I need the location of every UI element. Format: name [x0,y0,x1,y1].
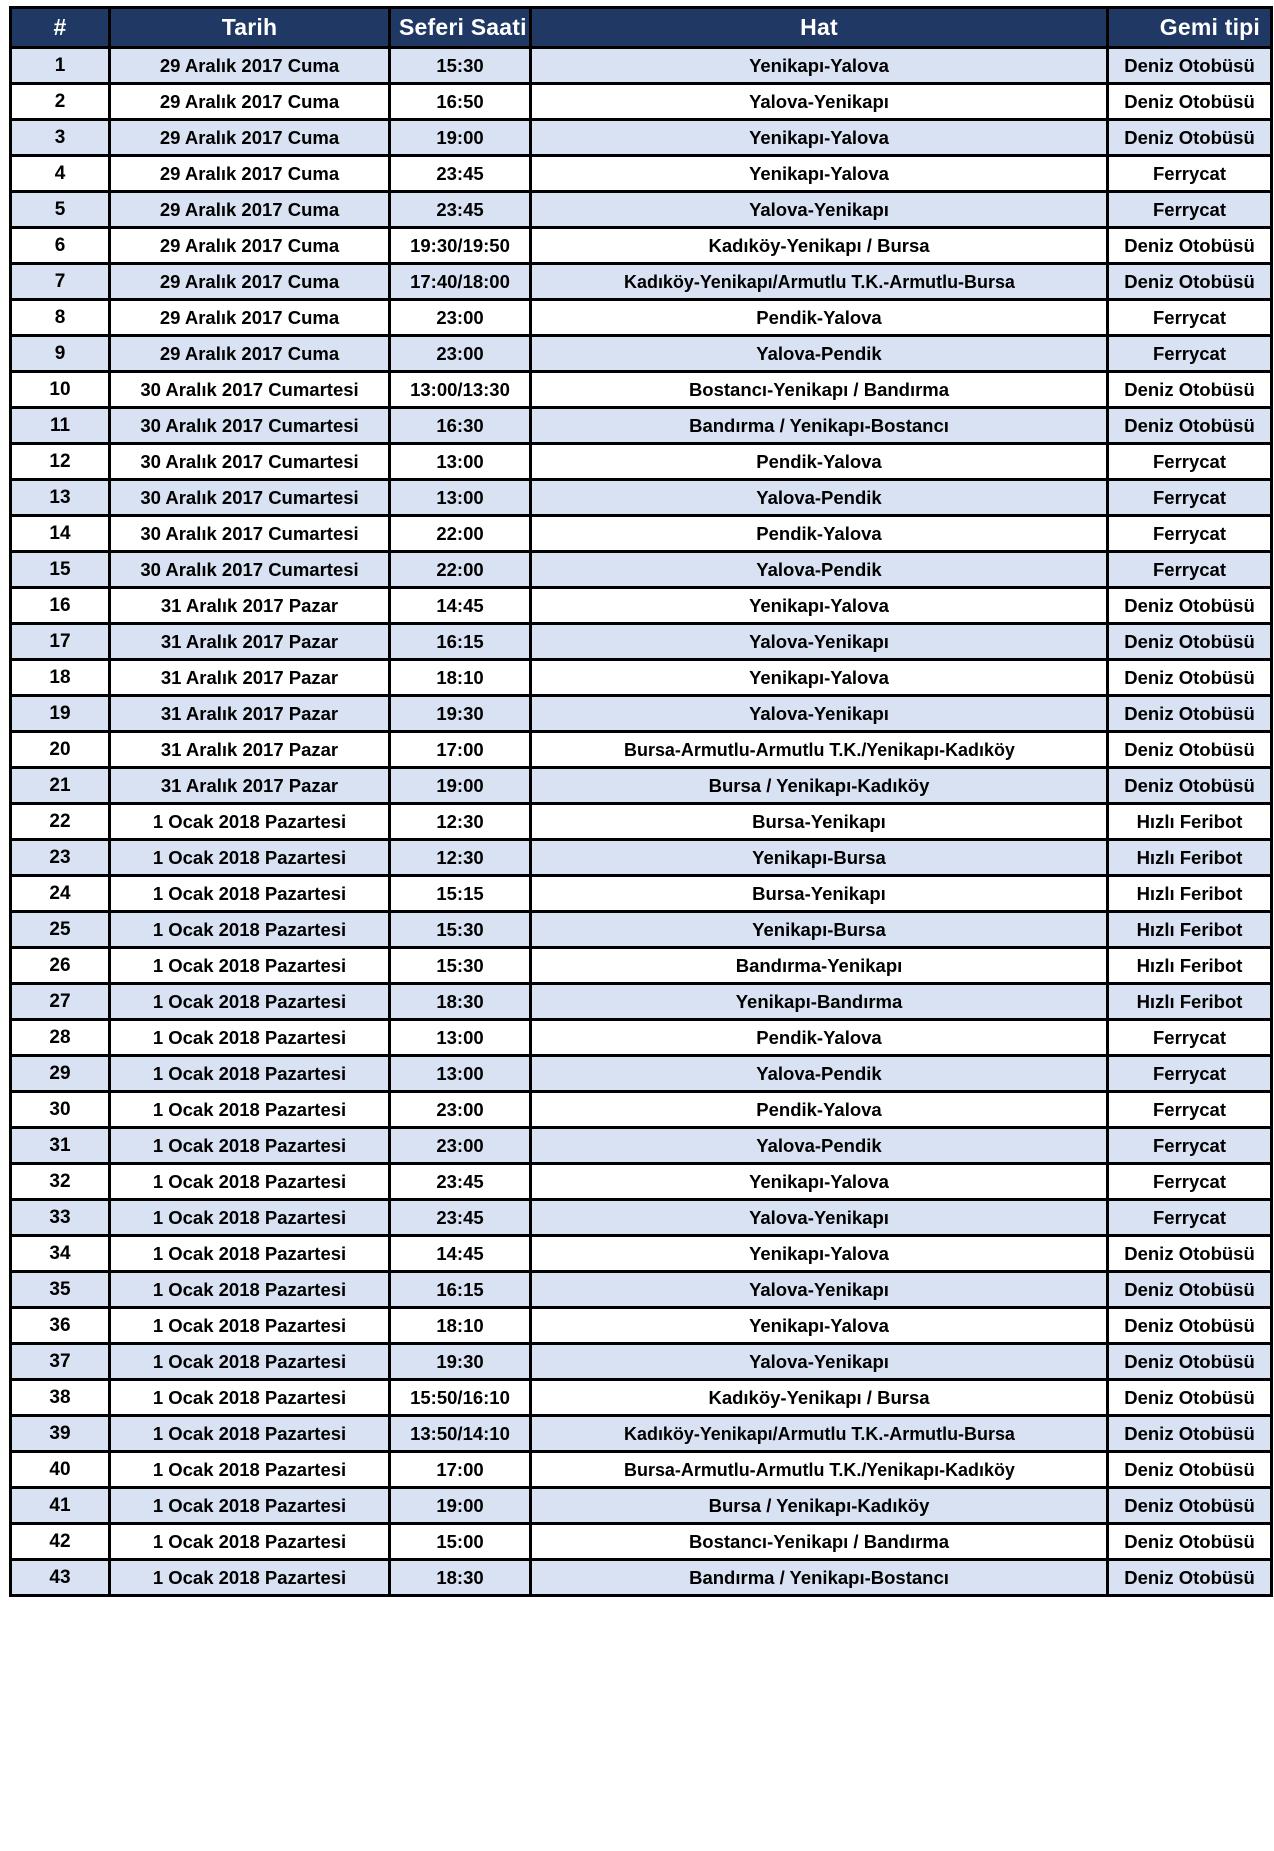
cell-shiptype: Ferrycat [1109,1129,1270,1162]
cell-shiptype: Hızlı Feribot [1109,805,1270,838]
table-row [12,445,1270,478]
cell-time: 19:00 [391,1489,529,1522]
cell-shiptype: Hızlı Feribot [1109,985,1270,1018]
cell-shiptype: Deniz Otobüsü [1109,265,1270,298]
cell-time: 18:30 [391,985,529,1018]
cell-route: Yalova-Yenikapı [532,193,1106,226]
cell-date: 29 Aralık 2017 Cuma [111,121,388,154]
cell-time: 22:00 [391,517,529,550]
table-row [12,589,1270,622]
table-row [12,121,1270,154]
table-row [12,553,1270,586]
cell-number: 42 [12,1525,108,1558]
cell-date: 31 Aralık 2017 Pazar [111,733,388,766]
cell-number: 40 [12,1453,108,1486]
cell-route: Bursa / Yenikapı-Kadıköy [532,1489,1106,1522]
cell-shiptype: Deniz Otobüsü [1109,1309,1270,1342]
cell-date: 1 Ocak 2018 Pazartesi [111,1237,388,1270]
table-row [12,1381,1270,1414]
cell-time: 13:00 [391,1021,529,1054]
cell-number: 30 [12,1093,108,1126]
table-row [12,409,1270,442]
cell-time: 23:00 [391,1129,529,1162]
cell-shiptype: Deniz Otobüsü [1109,1489,1270,1522]
cell-number: 35 [12,1273,108,1306]
cell-time: 19:00 [391,769,529,802]
table-row [12,1237,1270,1270]
cell-shiptype: Ferrycat [1109,553,1270,586]
cell-time: 23:45 [391,193,529,226]
cell-shiptype: Ferrycat [1109,337,1270,370]
table-row [12,1021,1270,1054]
cell-date: 1 Ocak 2018 Pazartesi [111,1129,388,1162]
cell-shiptype: Deniz Otobüsü [1109,733,1270,766]
cell-shiptype: Deniz Otobüsü [1109,625,1270,658]
cell-time: 16:50 [391,85,529,118]
cell-date: 1 Ocak 2018 Pazartesi [111,913,388,946]
cell-number: 17 [12,625,108,658]
cell-time: 13:00/13:30 [391,373,529,406]
cell-date: 1 Ocak 2018 Pazartesi [111,805,388,838]
cell-number: 5 [12,193,108,226]
cell-time: 15:30 [391,913,529,946]
cell-time: 19:30 [391,1345,529,1378]
cell-number: 21 [12,769,108,802]
cell-shiptype: Ferrycat [1109,1201,1270,1234]
cell-route: Kadıköy-Yenikapı / Bursa [532,1381,1106,1414]
cell-shiptype: Ferrycat [1109,301,1270,334]
cell-shiptype: Ferrycat [1109,481,1270,514]
cell-time: 15:15 [391,877,529,910]
cell-date: 1 Ocak 2018 Pazartesi [111,985,388,1018]
table-row [12,877,1270,910]
cell-time: 23:45 [391,157,529,190]
cell-date: 29 Aralık 2017 Cuma [111,193,388,226]
cell-number: 22 [12,805,108,838]
ferry-schedule-table [9,6,1273,1597]
cell-number: 13 [12,481,108,514]
cell-time: 12:30 [391,805,529,838]
table-row [12,373,1270,406]
cell-date: 29 Aralık 2017 Cuma [111,49,388,82]
cell-route: Bursa / Yenikapı-Kadıköy [532,769,1106,802]
cell-time: 17:00 [391,1453,529,1486]
table-row [12,1057,1270,1090]
cell-date: 29 Aralık 2017 Cuma [111,229,388,262]
cell-time: 23:45 [391,1165,529,1198]
cell-time: 15:30 [391,949,529,982]
cell-number: 3 [12,121,108,154]
cell-route: Kadıköy-Yenikapı / Bursa [532,229,1106,262]
cell-date: 1 Ocak 2018 Pazartesi [111,1561,388,1594]
cell-route: Yalova-Pendik [532,1129,1106,1162]
cell-number: 23 [12,841,108,874]
cell-time: 19:30 [391,697,529,730]
cell-shiptype: Deniz Otobüsü [1109,1417,1270,1450]
cell-number: 32 [12,1165,108,1198]
cell-time: 14:45 [391,1237,529,1270]
cell-route: Bandırma-Yenikapı [532,949,1106,982]
cell-shiptype: Hızlı Feribot [1109,913,1270,946]
cell-date: 31 Aralık 2017 Pazar [111,589,388,622]
cell-route: Yalova-Yenikapı [532,1201,1106,1234]
table-row [12,1129,1270,1162]
cell-shiptype: Deniz Otobüsü [1109,229,1270,262]
table-row [12,733,1270,766]
column-header-route: Hat [532,9,1106,46]
cell-route: Yenikapı-Yalova [532,589,1106,622]
cell-shiptype: Deniz Otobüsü [1109,373,1270,406]
table-row [12,1201,1270,1234]
cell-number: 26 [12,949,108,982]
cell-number: 27 [12,985,108,1018]
cell-route: Yenikapı-Yalova [532,49,1106,82]
cell-route: Bandırma / Yenikapı-Bostancı [532,409,1106,442]
table-row [12,301,1270,334]
cell-shiptype: Ferrycat [1109,193,1270,226]
cell-time: 13:00 [391,481,529,514]
cell-time: 16:15 [391,625,529,658]
cell-route: Yenikapı-Yalova [532,157,1106,190]
cell-time: 18:30 [391,1561,529,1594]
table-row [12,697,1270,730]
cell-number: 43 [12,1561,108,1594]
table-row [12,805,1270,838]
cell-date: 29 Aralık 2017 Cuma [111,85,388,118]
cell-route: Bostancı-Yenikapı / Bandırma [532,373,1106,406]
cell-shiptype: Deniz Otobüsü [1109,1273,1270,1306]
cell-number: 10 [12,373,108,406]
cell-number: 9 [12,337,108,370]
cell-time: 18:10 [391,661,529,694]
cell-shiptype: Hızlı Feribot [1109,841,1270,874]
table-row [12,337,1270,370]
cell-route: Yalova-Pendik [532,481,1106,514]
cell-number: 37 [12,1345,108,1378]
cell-number: 7 [12,265,108,298]
cell-route: Pendik-Yalova [532,445,1106,478]
cell-shiptype: Ferrycat [1109,157,1270,190]
cell-date: 1 Ocak 2018 Pazartesi [111,1525,388,1558]
cell-number: 34 [12,1237,108,1270]
cell-date: 30 Aralık 2017 Cumartesi [111,445,388,478]
cell-shiptype: Deniz Otobüsü [1109,589,1270,622]
cell-number: 24 [12,877,108,910]
cell-route: Yalova-Yenikapı [532,697,1106,730]
cell-shiptype: Ferrycat [1109,1057,1270,1090]
cell-number: 38 [12,1381,108,1414]
cell-number: 20 [12,733,108,766]
cell-time: 18:10 [391,1309,529,1342]
cell-time: 23:00 [391,337,529,370]
cell-shiptype: Deniz Otobüsü [1109,85,1270,118]
table-row [12,1273,1270,1306]
cell-time: 16:30 [391,409,529,442]
cell-time: 23:00 [391,1093,529,1126]
table-row [12,1309,1270,1342]
cell-date: 1 Ocak 2018 Pazartesi [111,1165,388,1198]
cell-time: 17:00 [391,733,529,766]
cell-number: 1 [12,49,108,82]
cell-number: 2 [12,85,108,118]
table-body [12,49,1270,1594]
table-row [12,769,1270,802]
cell-route: Yenikapı-Yalova [532,661,1106,694]
cell-date: 1 Ocak 2018 Pazartesi [111,1309,388,1342]
cell-time: 16:15 [391,1273,529,1306]
cell-number: 15 [12,553,108,586]
cell-time: 13:00 [391,445,529,478]
table-row [12,1489,1270,1522]
cell-number: 18 [12,661,108,694]
cell-date: 1 Ocak 2018 Pazartesi [111,1453,388,1486]
cell-route: Yenikapı-Bursa [532,913,1106,946]
cell-number: 14 [12,517,108,550]
cell-date: 31 Aralık 2017 Pazar [111,697,388,730]
column-header-shiptype: Gemi tipi [1109,9,1270,46]
cell-number: 39 [12,1417,108,1450]
cell-date: 1 Ocak 2018 Pazartesi [111,841,388,874]
cell-shiptype: Deniz Otobüsü [1109,1453,1270,1486]
cell-number: 28 [12,1021,108,1054]
cell-date: 1 Ocak 2018 Pazartesi [111,1489,388,1522]
column-header-date: Tarih [111,9,388,46]
table-row [12,85,1270,118]
cell-date: 30 Aralık 2017 Cumartesi [111,409,388,442]
cell-route: Pendik-Yalova [532,301,1106,334]
cell-shiptype: Ferrycat [1109,517,1270,550]
cell-number: 16 [12,589,108,622]
cell-shiptype: Deniz Otobüsü [1109,409,1270,442]
cell-route: Yenikapı-Bursa [532,841,1106,874]
cell-route: Pendik-Yalova [532,517,1106,550]
cell-number: 8 [12,301,108,334]
cell-route: Yenikapı-Yalova [532,121,1106,154]
table-row [12,229,1270,262]
cell-shiptype: Deniz Otobüsü [1109,661,1270,694]
cell-date: 1 Ocak 2018 Pazartesi [111,949,388,982]
cell-number: 33 [12,1201,108,1234]
cell-date: 30 Aralık 2017 Cumartesi [111,481,388,514]
cell-route: Bursa-Yenikapı [532,805,1106,838]
table-row [12,1453,1270,1486]
cell-time: 22:00 [391,553,529,586]
cell-route: Yalova-Pendik [532,337,1106,370]
cell-route: Bostancı-Yenikapı / Bandırma [532,1525,1106,1558]
cell-date: 29 Aralık 2017 Cuma [111,301,388,334]
table-row [12,985,1270,1018]
table-row [12,193,1270,226]
table-row [12,517,1270,550]
cell-date: 1 Ocak 2018 Pazartesi [111,1273,388,1306]
cell-time: 19:00 [391,121,529,154]
cell-route: Yalova-Yenikapı [532,1345,1106,1378]
cell-date: 1 Ocak 2018 Pazartesi [111,1093,388,1126]
cell-date: 31 Aralık 2017 Pazar [111,625,388,658]
cell-shiptype: Deniz Otobüsü [1109,121,1270,154]
cell-date: 31 Aralık 2017 Pazar [111,661,388,694]
table-row [12,661,1270,694]
table-row [12,1417,1270,1450]
cell-date: 1 Ocak 2018 Pazartesi [111,1021,388,1054]
cell-time: 14:45 [391,589,529,622]
table-row [12,481,1270,514]
cell-number: 19 [12,697,108,730]
cell-route: Yalova-Yenikapı [532,85,1106,118]
cell-shiptype: Deniz Otobüsü [1109,49,1270,82]
cell-time: 13:00 [391,1057,529,1090]
cell-route: Pendik-Yalova [532,1021,1106,1054]
cell-route: Kadıköy-Yenikapı/Armutlu T.K.-Armutlu-Bursa [532,265,1106,298]
column-header-number: # [12,9,108,46]
cell-time: 15:30 [391,49,529,82]
cell-route: Yalova-Pendik [532,553,1106,586]
cell-date: 1 Ocak 2018 Pazartesi [111,1381,388,1414]
cell-route: Pendik-Yalova [532,1093,1106,1126]
cell-time: 23:45 [391,1201,529,1234]
table-row [12,49,1270,82]
cell-route: Yenikapı-Yalova [532,1165,1106,1198]
cell-date: 31 Aralık 2017 Pazar [111,769,388,802]
cell-number: 36 [12,1309,108,1342]
table-row [12,157,1270,190]
cell-date: 1 Ocak 2018 Pazartesi [111,1057,388,1090]
cell-shiptype: Deniz Otobüsü [1109,1525,1270,1558]
cell-number: 11 [12,409,108,442]
cell-shiptype: Deniz Otobüsü [1109,1237,1270,1270]
cell-route: Yenikapı-Yalova [532,1237,1106,1270]
cell-shiptype: Ferrycat [1109,445,1270,478]
cell-route: Yenikapı-Bandırma [532,985,1106,1018]
cell-route: Bursa-Armutlu-Armutlu T.K./Yenikapı-Kadıköy [532,1453,1106,1486]
cell-date: 29 Aralık 2017 Cuma [111,337,388,370]
cell-shiptype: Ferrycat [1109,1093,1270,1126]
cell-number: 31 [12,1129,108,1162]
cell-shiptype: Deniz Otobüsü [1109,1381,1270,1414]
table-row [12,1345,1270,1378]
cell-time: 15:50/16:10 [391,1381,529,1414]
cell-route: Yalova-Pendik [532,1057,1106,1090]
cell-date: 29 Aralık 2017 Cuma [111,157,388,190]
cell-number: 29 [12,1057,108,1090]
cell-date: 30 Aralık 2017 Cumartesi [111,553,388,586]
cell-time: 17:40/18:00 [391,265,529,298]
table-row [12,1525,1270,1558]
table-row [12,265,1270,298]
cell-time: 13:50/14:10 [391,1417,529,1450]
table-row [12,1093,1270,1126]
cell-route: Yenikapı-Yalova [532,1309,1106,1342]
table-row [12,625,1270,658]
cell-number: 12 [12,445,108,478]
cell-shiptype: Ferrycat [1109,1165,1270,1198]
cell-date: 1 Ocak 2018 Pazartesi [111,1201,388,1234]
cell-shiptype: Deniz Otobüsü [1109,1561,1270,1594]
cell-time: 15:00 [391,1525,529,1558]
cell-time: 19:30/19:50 [391,229,529,262]
cell-route: Bursa-Armutlu-Armutlu T.K./Yenikapı-Kadıköy [532,733,1106,766]
cell-date: 30 Aralık 2017 Cumartesi [111,373,388,406]
table-row [12,841,1270,874]
cell-date: 1 Ocak 2018 Pazartesi [111,877,388,910]
cell-number: 6 [12,229,108,262]
table-row [12,1165,1270,1198]
cell-shiptype: Deniz Otobüsü [1109,697,1270,730]
cell-route: Bandırma / Yenikapı-Bostancı [532,1561,1106,1594]
cell-date: 30 Aralık 2017 Cumartesi [111,517,388,550]
table-header-row [12,9,1270,46]
cell-route: Kadıköy-Yenikapı/Armutlu T.K.-Armutlu-Bursa [532,1417,1106,1450]
column-header-time: Seferi Saati [391,9,529,46]
cell-number: 4 [12,157,108,190]
table-row [12,1561,1270,1594]
cell-number: 25 [12,913,108,946]
cell-shiptype: Ferrycat [1109,1021,1270,1054]
cell-shiptype: Deniz Otobüsü [1109,1345,1270,1378]
cell-time: 12:30 [391,841,529,874]
cell-time: 23:00 [391,301,529,334]
cell-date: 29 Aralık 2017 Cuma [111,265,388,298]
cell-date: 1 Ocak 2018 Pazartesi [111,1345,388,1378]
table-header [12,9,1270,46]
cell-shiptype: Hızlı Feribot [1109,949,1270,982]
cell-shiptype: Deniz Otobüsü [1109,769,1270,802]
cell-date: 1 Ocak 2018 Pazartesi [111,1417,388,1450]
table-row [12,913,1270,946]
cell-number: 41 [12,1489,108,1522]
table-row [12,949,1270,982]
cell-route: Yalova-Yenikapı [532,1273,1106,1306]
cell-shiptype: Hızlı Feribot [1109,877,1270,910]
cell-route: Bursa-Yenikapı [532,877,1106,910]
cell-route: Yalova-Yenikapı [532,625,1106,658]
